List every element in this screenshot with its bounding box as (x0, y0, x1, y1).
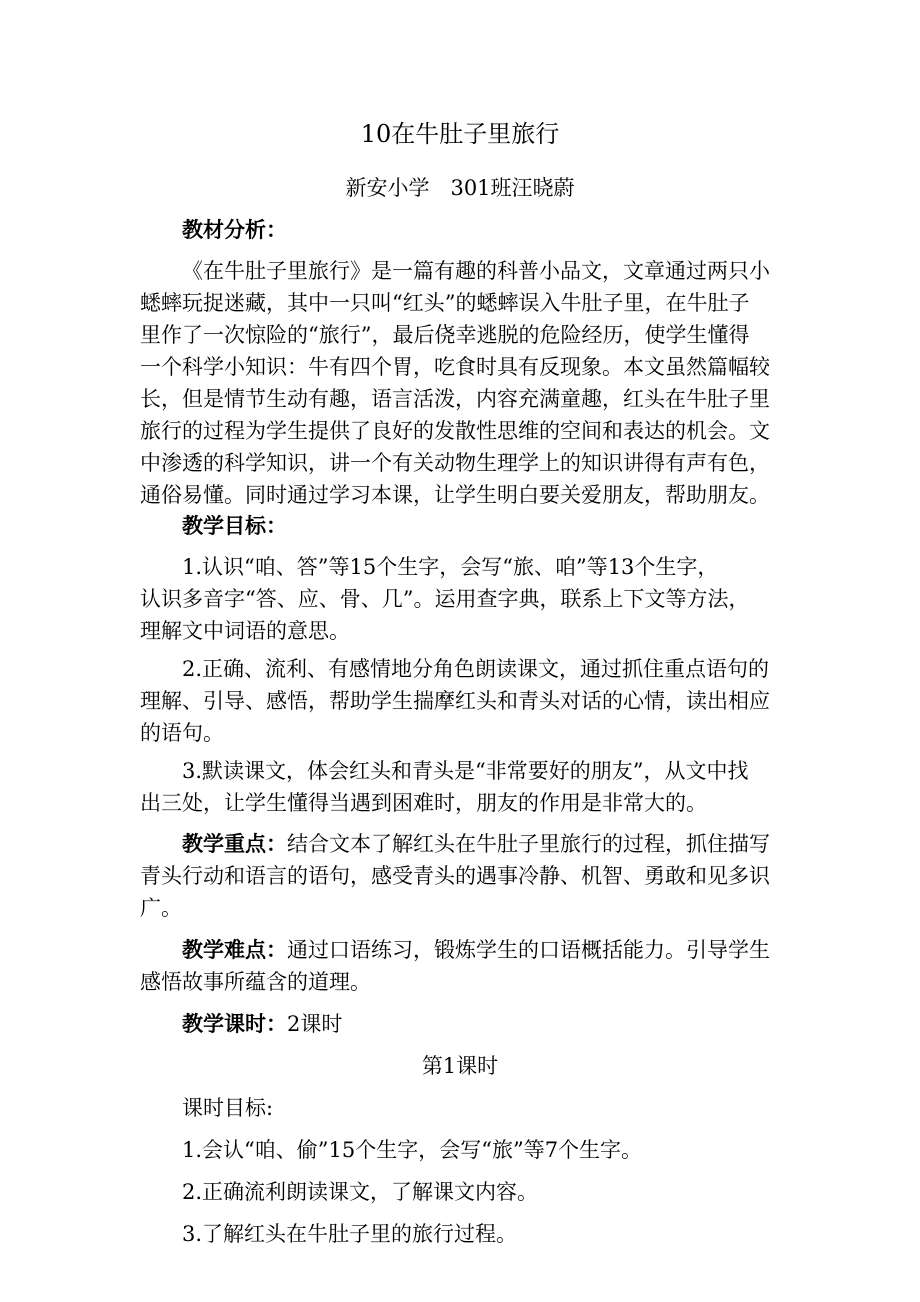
key-points (140, 828, 820, 924)
key-points-label: 教学重点： (182, 831, 287, 856)
text-line: 一个科学小知识：牛有四个胃，吃食时具有反现象。本文虽然篇幅较 (140, 355, 770, 379)
text-line: 旅行的过程为学生提供了良好的发散性思维的空间和表达的机会。文 (140, 419, 770, 443)
document-title: 10在牛肚子里旅行 (360, 120, 560, 148)
text-line: 里作了一次惊险的“旅行”，最后侥幸逃脱的危险经历，使学生懂得 (140, 323, 750, 347)
lesson1-goal: 1.会认“咱、偷”15个生字，会写“旅”等7个生字。 (182, 1138, 643, 1162)
lesson-hours (140, 1008, 862, 1040)
text-line: 通俗易懂。同时通过学习本课，让学生明白要关爱朋友，帮助朋友。 (140, 483, 770, 507)
text-line: 广。 (140, 896, 182, 920)
lesson1-goal: 3.了解红头在牛肚子里的旅行过程。 (182, 1222, 518, 1246)
text-line: 理解、引导、感悟，帮助学生揣摩红头和青头对话的心情，读出相应 (140, 689, 770, 713)
text-line: 理解文中词语的意思。 (140, 619, 350, 643)
text-line: 3.默读课文，体会红头和青头是“非常要好的朋友”，从文中找 (182, 759, 749, 783)
analysis-heading: 教材分析： (182, 217, 287, 242)
author-line: 新安小学 301班汪晓蔚 (345, 176, 575, 200)
hours-value: 2课时 (287, 1012, 343, 1036)
lesson1-heading: 第1课时 (421, 1054, 499, 1078)
text-line: 的语句。 (140, 721, 224, 745)
text-line: 感悟故事所蕴含的道理。 (140, 970, 371, 994)
text-line: 长，但是情节生动有趣，语言活泼，内容充满童趣，红头在牛肚子里 (140, 387, 770, 411)
text-line: 1.认识“咱、答”等15个生字，会写“旅、咱”等13个生字， (182, 555, 719, 579)
text-line: 2.正确、流利、有感情地分角色朗读课文，通过抓住重点语句的 (182, 657, 770, 681)
text-line: 中渗透的科学知识，讲一个有关动物生理学上的知识讲得有声有色， (140, 451, 770, 475)
hours-label: 教学课时： (182, 1011, 287, 1036)
text-line: 蟋蟀玩捉迷藏，其中一只叫“红头”的蟋蟀误入牛肚子里，在牛肚子 (140, 291, 750, 315)
text-line: 出三处，让学生懂得当遇到困难时，朋友的作用是非常大的。 (140, 791, 707, 815)
goal-item (140, 653, 820, 749)
text-line: 《在牛肚子里旅行》是一篇有趣的科普小品文，文章通过两只小 (182, 259, 770, 283)
text-line: 通过口语练习，锻炼学生的口语概括能力。引导学生 (287, 938, 770, 962)
text-line: 结合文本了解红头在牛肚子里旅行的过程，抓住描写 (287, 832, 770, 856)
difficulties (140, 934, 820, 998)
lesson1-goal: 2.正确流利朗读课文，了解课文内容。 (182, 1180, 539, 1204)
difficulties-label: 教学难点： (182, 937, 287, 962)
text-line: 认识多音字“答、应、骨、几”。运用查字典，联系上下文等方法， (140, 587, 750, 611)
goal-item (140, 551, 820, 647)
goal-item (140, 755, 820, 819)
text-line: 青头行动和语言的语句，感受青头的遇事冷静、机智、勇敢和见多识 (140, 864, 770, 888)
analysis-paragraph (140, 255, 820, 511)
lesson1-goals-label: 课时目标: (182, 1096, 274, 1120)
goals-heading: 教学目标： (182, 513, 287, 538)
